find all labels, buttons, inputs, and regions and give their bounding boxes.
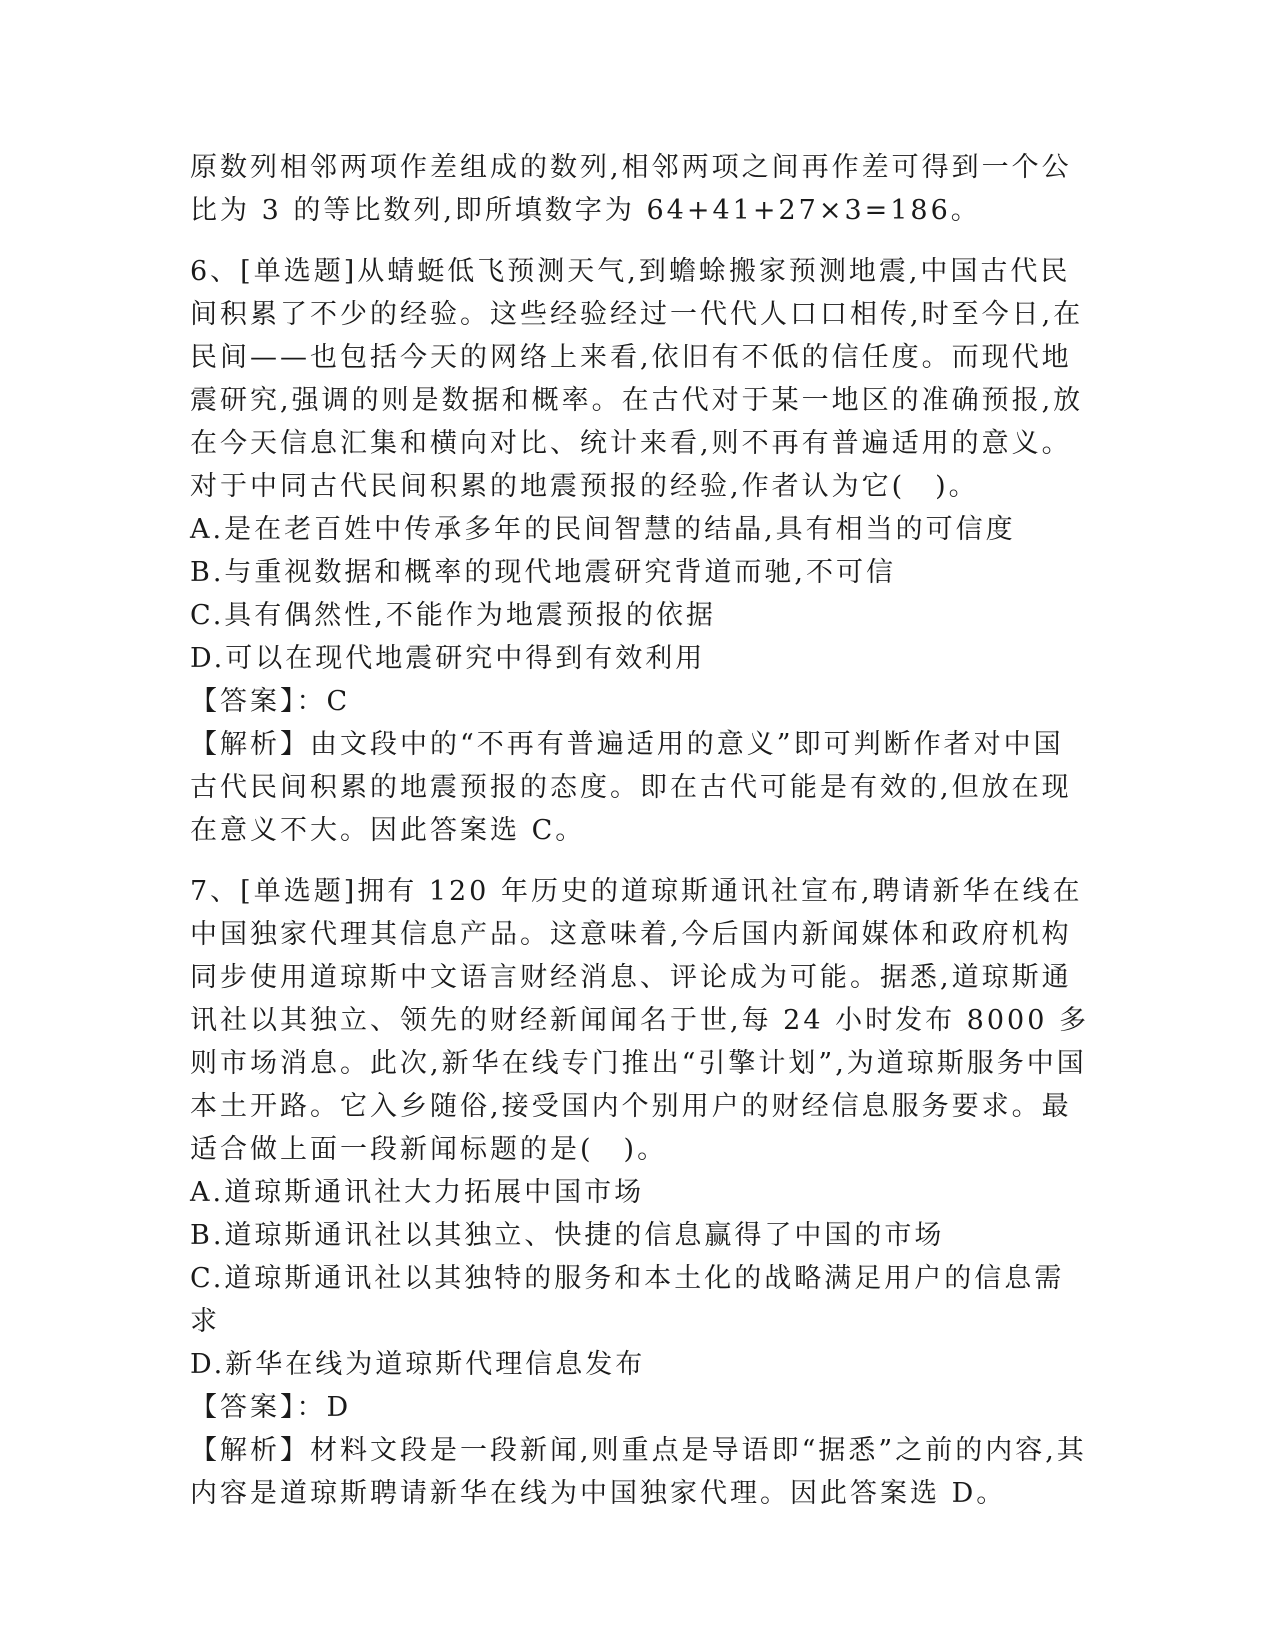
analysis-paragraph: 【解析】材料文段是一段新闻,则重点是导语即“据悉”之前的内容,其内容是道琼斯聘请新华在线为中国独家代理。因此答案选 D。 xyxy=(190,1435,1087,1509)
question-stem: 7、[单选题]拥有 120 年历史的道琼斯通讯社宣布,聘请新华在线在中国独家代理其信息产品。这意味着,今后国内新闻媒体和政府机构同步使用道琼斯中文语言财经消息、评论成为可能。据悉,道琼斯通讯社以其独立、领先的财经新闻闻名于世,每 24 小时发布 8000 多则市场消息。此次,新华在线专门推出“引擎计划”,为道琼斯服务中国本土开路。它入乡随俗,接受国内个别用户的财经信息服务要求。最适合做上面一段新闻标题的是( )。 xyxy=(190,876,1089,1165)
question-stem: 6、[单选题]从蜻蜓低飞预测天气,到蟾蜍搬家预测地震,中国古代民间积累了不少的经验。这些经验经过一代代人口口相传,时至今日,在民间——也包括今天的网络上来看,依旧有不低的信任度。而现代地震研究,强调的则是数据和概率。在古代对于某一地区的准确预报,放在今天信息汇集和横向对比、统计来看,则不再有普遍适用的意义。对于中同古代民间积累的地震预报的经验,作者认为它( )。 xyxy=(190,256,1084,502)
option-a: A.道琼斯通讯社大力拓展中国市场 xyxy=(190,1177,645,1208)
intro-paragraph: 原数列相邻两项作差组成的数列,相邻两项之间再作差可得到一个公比为 3 的等比数列,即所填数字为 64+41+27×3=186。 xyxy=(190,152,1072,226)
option-d: D.新华在线为道琼斯代理信息发布 xyxy=(190,1349,646,1380)
answer-line: 【答案】：C xyxy=(190,686,351,717)
spacer xyxy=(190,852,1090,870)
option-c: C.具有偶然性,不能作为地震预报的依据 xyxy=(190,600,716,631)
option-b: B.与重视数据和概率的现代地震研究背道而驰,不可信 xyxy=(190,557,897,588)
option-c: C.道琼斯通讯社以其独特的服务和本土化的战略满足用户的信息需求 xyxy=(190,1263,1065,1337)
question-block-6 xyxy=(190,250,1090,852)
option-b: B.道琼斯通讯社以其独立、快捷的信息赢得了中国的市场 xyxy=(190,1220,945,1251)
answer-line: 【答案】：D xyxy=(190,1392,352,1423)
document-page xyxy=(190,146,1090,1515)
question-block-7 xyxy=(190,870,1090,1515)
analysis-paragraph: 【解析】由文段中的“不再有普遍适用的意义”即可判断作者对中国古代民间积累的地震预报的态度。即在古代可能是有效的,但放在现在意义不大。因此答案选 C。 xyxy=(190,729,1072,846)
option-d: D.可以在现代地震研究中得到有效利用 xyxy=(190,643,706,674)
option-a: A.是在老百姓中传承多年的民间智慧的结晶,具有相当的可信度 xyxy=(190,514,1016,545)
spacer xyxy=(190,232,1090,250)
